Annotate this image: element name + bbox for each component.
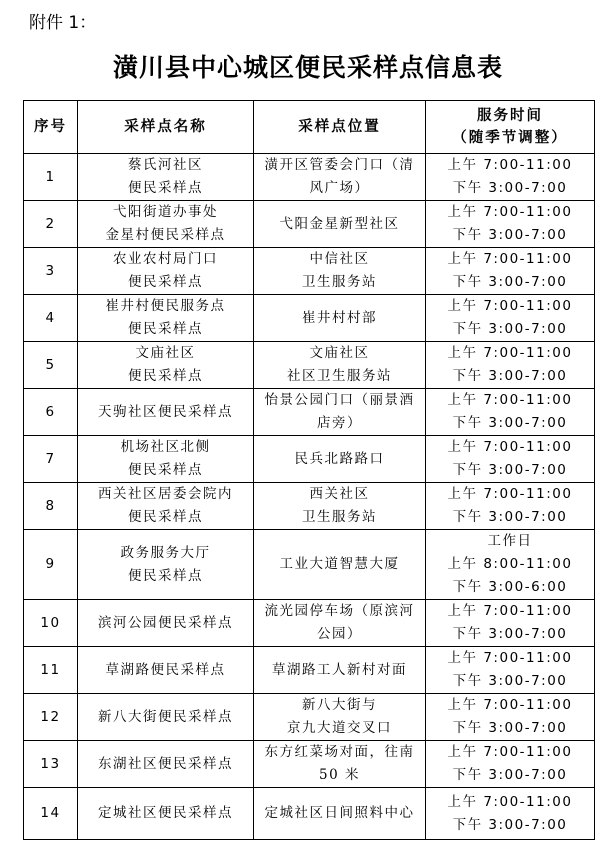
location-cell [254,483,426,530]
location-cell [254,788,426,840]
service-time-cell [426,201,595,248]
table-row [24,694,595,741]
service-time-cell [426,694,595,741]
table-body [24,154,595,840]
name-cell [78,530,254,600]
service-time-cell-line: 上午 7:00-11:00 [447,157,573,173]
service-time-cell-line: 上午 7:00-11:00 [447,298,573,314]
location-cell-line: 定城社区日间照料中心 [264,805,415,821]
name-cell-line: 东湖社区便民采样点 [98,755,233,772]
row-index: 13 [24,741,78,788]
name-cell-line: 蔡氏河社区 [128,157,203,173]
name-cell [78,342,254,389]
service-time-cell-line: 上午 7:00-11:00 [447,204,573,220]
location-cell [254,530,426,600]
location-cell-line: 文庙社区 [309,345,370,361]
service-time-cell [426,248,595,295]
attachment-label: 附件 1： [29,13,97,33]
service-time-cell-line: 下午 3:00-7:00 [452,227,568,243]
name-cell [78,201,254,248]
name-cell-line: 文庙社区 [135,345,196,361]
location-cell-line: 崔井村村部 [302,309,377,326]
sampling-points-table [23,100,595,840]
location-cell-line: 弋阳金星新型社区 [279,215,400,232]
name-cell-line: 便民采样点 [128,321,203,337]
service-time-cell [426,389,595,436]
name-cell [78,600,254,647]
service-time-cell-line: 上午 7:00-11:00 [447,439,573,455]
row-index: 11 [24,647,78,694]
location-cell [254,600,426,647]
location-cell [254,248,426,295]
location-cell-line: 工业大道智慧大厦 [279,556,400,572]
service-time-cell-line: 下午 3:00-7:00 [452,180,568,196]
name-cell-line: 便民采样点 [128,509,203,525]
location-cell-line: 社区卫生服务站 [287,368,392,384]
service-time-cell-line: 上午 7:00-11:00 [447,486,573,502]
name-cell-line: 便民采样点 [128,180,203,196]
service-time-cell-line: 下午 3:00-7:00 [452,673,568,689]
service-time-cell [426,154,595,201]
table-row [24,342,595,389]
service-time-cell-line: 上午 7:00-11:00 [447,392,573,408]
location-cell-line: 公园） [317,626,362,642]
name-cell [78,788,254,840]
name-cell [78,483,254,530]
service-time-cell-line: 下午 3:00-7:00 [452,368,568,384]
location-cell-line: 卫生服务站 [302,509,377,525]
table-row [24,389,595,436]
service-time-cell-line: 上午 7:00-11:00 [447,603,573,619]
location-cell-line: 卫生服务站 [302,274,377,290]
service-time-cell-line: 下午 3:00-7:00 [452,415,568,431]
service-time-cell [426,600,595,647]
service-time-cell-line: 上午 7:00-11:00 [447,793,573,810]
service-time-cell-line: 下午 3:00-7:00 [452,626,568,642]
service-time-cell-line: 下午 3:00-7:00 [452,462,568,478]
row-index: 5 [24,342,78,389]
service-time-cell [426,483,595,530]
service-time-cell-line: 下午 3:00-7:00 [452,321,568,337]
name-cell [78,248,254,295]
service-time-cell-line: 下午 3:00-7:00 [452,720,568,736]
location-cell-line: 东方红菜场对面，往南 [264,744,415,760]
location-cell-line: 新八大街与 [302,697,377,713]
location-cell-line: 怡景公园门口（丽景酒 [264,392,415,408]
service-time-cell-line: 工作日 [487,533,533,549]
row-index: 7 [24,436,78,483]
location-cell-line: 潢开区管委会门口（清 [264,157,415,173]
service-time-cell [426,788,595,840]
location-cell-line: 50 米 [319,767,360,783]
name-cell-line: 新八大街便民采样点 [98,708,233,725]
location-cell [254,342,426,389]
location-cell-line: 西关社区 [309,486,370,502]
header-time-line1: 服务时间 [477,107,543,124]
location-cell [254,154,426,201]
service-time-cell-line: 上午 8:00-11:00 [447,556,573,572]
name-cell [78,436,254,483]
table-row [24,530,595,600]
name-cell-line: 便民采样点 [128,462,203,478]
table-row [24,201,595,248]
service-time-cell-line: 下午 3:00-7:00 [452,274,568,290]
service-time-cell-line: 上午 7:00-11:00 [447,744,573,760]
table-row [24,436,595,483]
name-cell-line: 政务服务大厅 [120,544,211,561]
name-cell [78,694,254,741]
service-time-cell-line: 上午 7:00-11:00 [447,345,573,361]
row-index: 1 [24,154,78,201]
name-cell-line: 农业农村局门口 [113,251,218,267]
row-index: 10 [24,600,78,647]
service-time-cell-line: 下午 3:00-7:00 [452,767,568,783]
name-cell [78,741,254,788]
table-row [24,154,595,201]
service-time-cell-line: 上午 7:00-11:00 [447,251,573,267]
service-time-cell [426,647,595,694]
location-cell-line: 草湖路工人新村对面 [272,661,407,678]
service-time-cell-line: 上午 7:00-11:00 [447,697,573,713]
location-cell [254,741,426,788]
name-cell-line: 便民采样点 [128,567,203,584]
name-cell-line: 便民采样点 [128,368,203,384]
table-header-row [24,101,595,154]
row-index: 8 [24,483,78,530]
location-cell-line: 京九大道交叉口 [287,720,392,736]
location-cell [254,201,426,248]
name-cell [78,389,254,436]
location-cell [254,295,426,342]
name-cell [78,295,254,342]
name-cell-line: 崔井村便民服务点 [105,298,226,314]
table-row [24,483,595,530]
name-cell [78,647,254,694]
service-time-cell [426,342,595,389]
header-service-time [426,101,595,154]
service-time-cell-line: 下午 3:00-7:00 [452,509,568,525]
location-cell [254,647,426,694]
location-cell-line: 风广场） [309,180,370,196]
name-cell-line: 定城社区便民采样点 [98,805,233,821]
table-row [24,295,595,342]
table-row [24,248,595,295]
name-cell-line: 草湖路便民采样点 [105,661,226,678]
service-time-cell [426,436,595,483]
location-cell [254,389,426,436]
name-cell-line: 滨河公园便民采样点 [98,614,233,631]
document-title: 潢川县中心城区便民采样点信息表 [112,53,503,82]
row-index: 3 [24,248,78,295]
location-cell-line: 店旁） [317,415,362,431]
name-cell-line: 机场社区北侧 [120,439,211,455]
name-cell-line: 西关社区居委会院内 [98,486,233,502]
location-cell [254,436,426,483]
service-time-cell [426,741,595,788]
row-index: 9 [24,530,78,600]
name-cell-line: 便民采样点 [128,274,203,290]
location-cell-line: 中信社区 [309,251,370,267]
row-index: 14 [24,788,78,840]
row-index: 12 [24,694,78,741]
service-time-cell-line: 上午 7:00-11:00 [447,650,573,666]
service-time-cell-line: 下午 3:00-6:00 [452,579,568,595]
header-time-line2: （随季节调整） [452,129,568,146]
table-row [24,788,595,840]
location-cell-line: 流光园停车场（原滨河 [264,603,415,619]
row-index: 4 [24,295,78,342]
name-cell-line: 弋阳街道办事处 [113,204,218,220]
service-time-cell-line: 下午 3:00-7:00 [452,816,568,833]
name-cell [78,154,254,201]
header-location: 采样点位置 [254,101,426,154]
row-index: 6 [24,389,78,436]
location-cell [254,694,426,741]
table-row [24,647,595,694]
location-cell-line: 民兵北路路口 [294,450,385,467]
service-time-cell [426,530,595,600]
header-index: 序号 [24,101,78,154]
service-time-cell [426,295,595,342]
name-cell-line: 金星村便民采样点 [105,227,226,243]
header-name: 采样点名称 [78,101,254,154]
row-index: 2 [24,201,78,248]
name-cell-line: 天驹社区便民采样点 [98,403,233,420]
table-row [24,741,595,788]
table-row [24,600,595,647]
